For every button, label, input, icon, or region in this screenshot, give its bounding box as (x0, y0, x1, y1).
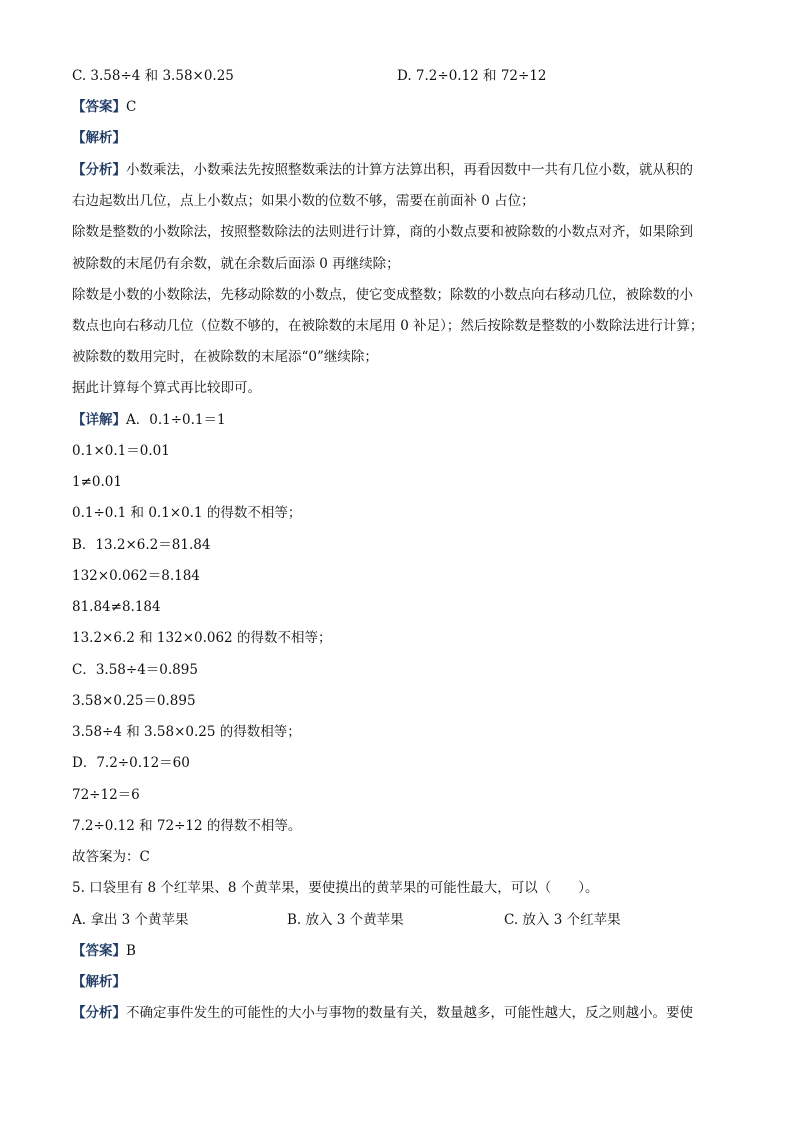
q5-stem: 5. 口袋里有 8 个红苹果、8 个黄苹果，要使摸出的黄苹果的可能性最大，可以（ ）。 (72, 880, 599, 896)
q4-fenxi-line-2: 右边起数出几位，点上小数点；如果小数的位数不够，需要在前面补 0 占位； (72, 193, 535, 209)
detail-text: A．0.1÷0.1＝1 (126, 412, 226, 428)
q5-answer-line (72, 941, 136, 961)
q4-option-d: D. 7.2÷0.12 和 72÷12 (397, 68, 547, 84)
q4-fenxi-line-3: 除数是整数的小数除法，按照整数除法的法则进行计算，商的小数点要和被除数的小数点对齐，如果除到 (72, 224, 693, 240)
q4-detail-d2: 72÷12＝6 (72, 787, 140, 803)
q4-detail-d1: D．7.2÷0.12＝60 (72, 755, 190, 771)
q4-conclusion: 故答案为：C (72, 849, 150, 865)
fenxi-text: 不确定事件发生的可能性的大小与事物的数量有关，数量越多，可能性越大，反之则越小。要使 (126, 1005, 693, 1021)
analysis-tag: 【解析】 (72, 974, 126, 990)
q4-fenxi-line-5: 除数是小数的小数除法，先移动除数的小数点，使它变成整数；除数的小数点向右移动几位，被除数的小 (72, 287, 693, 303)
answer-value: B (126, 943, 136, 959)
fenxi-text: 小数乘法，小数乘法先按照整数乘法的计算方法算出积，再看因数中一共有几位小数，就从积的 (126, 162, 693, 178)
q4-fenxi-line-8: 据此计算每个算式再比较即可。 (72, 380, 261, 396)
q5-fenxi-line-1 (72, 1003, 693, 1023)
q5-analysis-tag (72, 972, 126, 992)
fenxi-tag: 【分析】 (72, 162, 126, 178)
q4-detail-b3: 81.84≠8.184 (72, 599, 161, 615)
q4-detail-a4: 0.1÷0.1 和 0.1×0.1 的得数不相等； (72, 505, 302, 521)
q4-detail-c1: C．3.58÷4＝0.895 (72, 662, 198, 678)
detail-tag: 【详解】 (72, 412, 126, 428)
analysis-tag: 【解析】 (72, 130, 126, 146)
q5-option-c: C. 放入 3 个红苹果 (504, 912, 621, 928)
q4-option-c: C. 3.58÷4 和 3.58×0.25 (72, 68, 234, 84)
q4-detail-d3: 7.2÷0.12 和 72÷12 的得数不相等。 (72, 818, 302, 834)
q4-detail-a1 (72, 410, 226, 430)
q4-fenxi-line-6: 数点也向右移动几位（位数不够的，在被除数的末尾用 0 补足）；然后按除数是整数的小数除法进行计算； (72, 318, 704, 334)
q5-option-a: A. 拿出 3 个黄苹果 (72, 912, 189, 928)
q4-analysis-tag (72, 128, 126, 148)
q4-detail-b1: B．13.2×6.2＝81.84 (72, 537, 211, 553)
q4-detail-a3: 1≠0.01 (72, 474, 122, 490)
answer-value: C (126, 99, 137, 115)
q4-detail-b2: 132×0.062＝8.184 (72, 568, 200, 584)
q4-fenxi-line-4: 被除数的末尾仍有余数，就在余数后面添 0 再继续除； (72, 256, 400, 272)
answer-tag: 【答案】 (72, 943, 126, 959)
q4-detail-c2: 3.58×0.25＝0.895 (72, 693, 196, 709)
q4-detail-a2: 0.1×0.1＝0.01 (72, 443, 170, 459)
q4-detail-b4: 13.2×6.2 和 132×0.062 的得数不相等； (72, 630, 332, 646)
q5-option-b: B. 放入 3 个黄苹果 (287, 912, 404, 928)
q4-answer-line (72, 97, 136, 117)
answer-tag: 【答案】 (72, 99, 126, 115)
fenxi-tag: 【分析】 (72, 1005, 126, 1021)
q4-fenxi-line-7: 被除数的数用完时，在被除数的末尾添“0”继续除； (72, 349, 378, 365)
q4-detail-c3: 3.58÷4 和 3.58×0.25 的得数相等； (72, 724, 301, 740)
q4-fenxi-line-1 (72, 160, 693, 180)
